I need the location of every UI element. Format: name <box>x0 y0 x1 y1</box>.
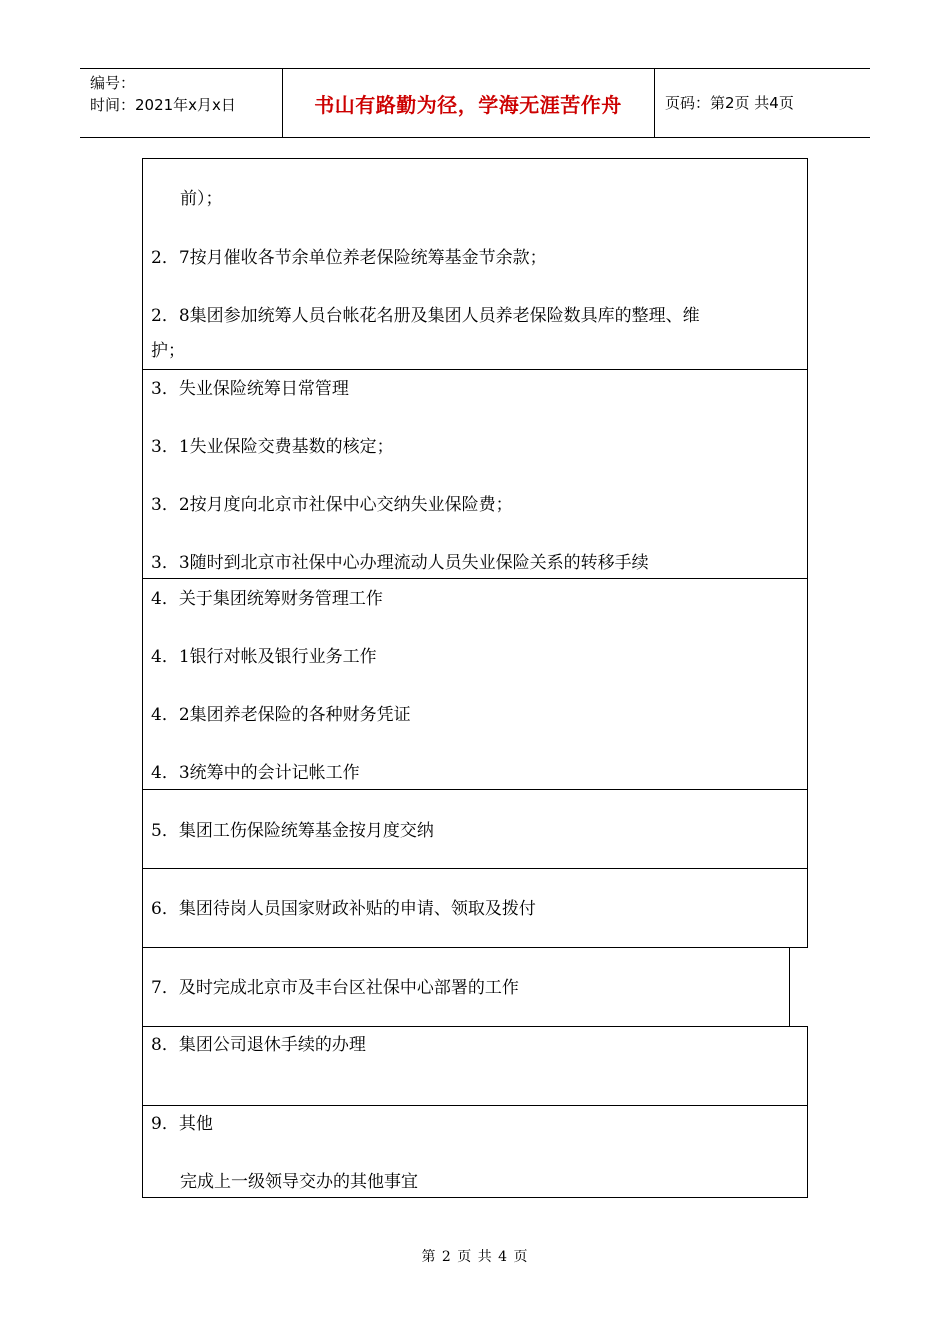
section-line: 3．失业保险统筹日常管理 <box>151 379 349 399</box>
section-line: 4．3统筹中的会计记帐工作 <box>151 763 360 783</box>
page-header <box>80 68 870 138</box>
page-info: 页码：第2页 共4页 <box>665 94 794 112</box>
section-line: 护； <box>151 341 185 361</box>
section-line: 6．集团待岗人员国家财政补贴的申请、领取及拨付 <box>151 899 536 919</box>
page-footer: 第 2 页 共 4 页 <box>421 1249 529 1265</box>
section-line: 完成上一级领导交办的其他事宜 <box>180 1172 418 1192</box>
section-line: 4．关于集团统筹财务管理工作 <box>151 589 383 609</box>
section-line: 3．1失业保险交费基数的核定； <box>151 437 394 457</box>
section-line: 3．3随时到北京市社保中心办理流动人员失业保险关系的转移手续 <box>151 553 649 573</box>
header-meta <box>90 72 236 116</box>
section-line: 4．1银行对帐及银行业务工作 <box>151 647 377 667</box>
header-motto: 书山有路勤为径，学海无涯苦作舟 <box>314 92 622 117</box>
code-label: 编号： <box>90 74 136 92</box>
section-line: 8．集团公司退休手续的办理 <box>151 1035 366 1055</box>
section-line: 前）； <box>180 189 223 209</box>
section-line: 3．2按月度向北京市社保中心交纳失业保险费； <box>151 495 513 515</box>
section-line: 9．其他 <box>151 1114 213 1134</box>
section-line: 4．2集团养老保险的各种财务凭证 <box>151 705 411 725</box>
section-line: 5．集团工伤保险统筹基金按月度交纳 <box>151 821 434 841</box>
header-divider <box>654 69 655 137</box>
section-line: 2．7按月催收各节余单位养老保险统筹基金节余款； <box>151 248 547 268</box>
section-line: 7．及时完成北京市及丰台区社保中心部署的工作 <box>151 978 519 998</box>
section-line: 2．8集团参加统筹人员台帐花名册及集团人员养老保险数具库的整理、维 <box>151 306 700 326</box>
date-label: 时间：2021年x月x日 <box>90 96 236 114</box>
